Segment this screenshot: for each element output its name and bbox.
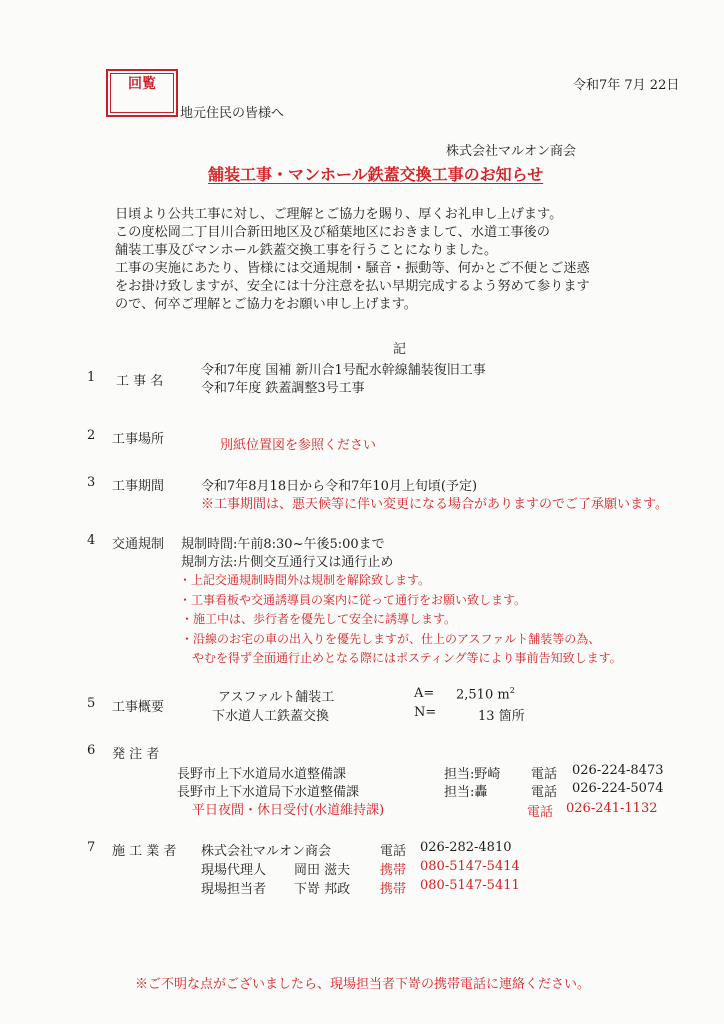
mobile-label: 携帯 xyxy=(380,882,407,897)
ki-heading: 記 xyxy=(393,342,407,357)
item-1-number: 1 xyxy=(87,370,96,385)
item-2-label: 工事場所 xyxy=(112,432,165,447)
contractor-tel: 026-282-4810 xyxy=(420,840,512,855)
client-org: 長野市上下水道局水道整備課 xyxy=(177,767,347,782)
qty-unit-sup: 2 xyxy=(509,686,515,695)
contractor-person: 下嵜 邦政 xyxy=(294,882,351,897)
item-1-label: 工 事 名 xyxy=(116,374,164,389)
notice-title: 舗装工事・マンホール鉄蓋交換工事のお知らせ xyxy=(208,165,544,184)
mobile-label: 携帯 xyxy=(380,863,407,878)
client-person: 担当:轟 xyxy=(444,785,488,800)
qty-unit: 箇所 xyxy=(498,709,525,724)
traffic-note: ・工事看板や交通誘導員の案内に従って通行をお願い致します。 xyxy=(179,593,527,607)
client-tel: 026-224-5074 xyxy=(572,781,664,796)
traffic-time: 規制時間:午前8:30~午後5:00まで xyxy=(181,537,385,552)
contractor-role: 現場担当者 xyxy=(201,882,267,897)
item-4-number: 4 xyxy=(87,533,96,548)
period-value: 令和7年8月18日から令和7年10月上旬頃(予定) xyxy=(201,479,478,494)
client-person: 担当:野崎 xyxy=(444,767,501,782)
addressee: 地元住民の皆様へ xyxy=(180,106,285,121)
item-4-label: 交通規制 xyxy=(112,537,165,552)
item-2-number: 2 xyxy=(87,428,96,443)
night-org: 平日夜間・休日受付(水道維持課) xyxy=(192,803,385,818)
overview-name: アスファルト舗装工 xyxy=(218,690,335,705)
overview-symbol: N= xyxy=(414,705,437,720)
qty-value: 13 xyxy=(478,709,495,724)
intro-paragraph xyxy=(115,206,590,314)
item-7-number: 7 xyxy=(87,840,96,855)
traffic-note: やむを得ず全面通行止めとなる際にはポスティング等により事前告知致します。 xyxy=(192,651,622,665)
overview-qty xyxy=(456,686,515,702)
traffic-note: ・施工中は、歩行者を優先して安全に誘導します。 xyxy=(181,612,457,626)
item-6-number: 6 xyxy=(87,743,96,758)
project-name-1: 令和7年度 国補 新川合1号配水幹線舗装復旧工事 xyxy=(201,363,486,378)
period-note: ※工事期間は、悪天候等に伴い変更になる場合がありますのでご了承願います。 xyxy=(201,497,668,512)
project-name-2: 令和7年度 鉄蓋調整3号工事 xyxy=(201,381,365,396)
item-5-label: 工事概要 xyxy=(112,700,165,715)
kairan-stamp xyxy=(106,69,178,117)
item-3-label: 工事期間 xyxy=(112,479,165,494)
place-value: 別紙位置図を参照ください xyxy=(220,438,377,453)
client-tel: 026-224-8473 xyxy=(572,763,664,778)
mobile-tel: 080-5147-5411 xyxy=(420,878,520,893)
item-6-label: 発 注 者 xyxy=(112,747,160,762)
item-7-label: 施 工 業 者 xyxy=(112,844,177,859)
mobile-tel: 080-5147-5414 xyxy=(420,859,520,874)
night-tel: 026-241-1132 xyxy=(566,801,658,816)
qty-unit: m xyxy=(497,687,510,703)
overview-symbol: A= xyxy=(414,686,435,701)
intro-line: 工事の実施にあたり、皆様には交通規制・騒音・振動等、何かとご不便とご迷惑 xyxy=(115,261,590,276)
intro-line: この度松岡二丁目川合新田地区及び稲葉地区におきまして、水道工事後の xyxy=(115,225,550,240)
night-tel-label: 電話 xyxy=(527,805,554,820)
intro-line: 舗装工事及びマンホール鉄蓋交換工事を行うことになりました。 xyxy=(115,243,498,258)
contractor-person: 岡田 滋夫 xyxy=(294,863,351,878)
footer-note: ※ご不明な点がございましたら、現場担当者下嵜の携帯電話に連絡ください。 xyxy=(135,977,591,992)
intro-line: をお掛け致しますが、安全には十分注意を払い早期完成するよう努めて参ります xyxy=(115,279,590,294)
traffic-method: 規制方法:片側交互通行又は通行止め xyxy=(181,555,394,570)
item-5-number: 5 xyxy=(87,696,96,711)
client-tel-label: 電話 xyxy=(531,785,558,800)
traffic-note: ・沿線のお宅の車の出入りを優先しますが、仕上のアスファルト舗装等の為、 xyxy=(181,632,601,646)
intro-line: 日頃より公共工事に対し、ご理解とご協力を賜り、厚くお礼申し上げます。 xyxy=(115,207,563,222)
overview-qty xyxy=(478,705,525,724)
issue-date: 令和7年 7月 22日 xyxy=(573,78,680,93)
contractor-company: 株式会社マルオン商会 xyxy=(201,844,332,859)
client-org: 長野市上下水道局下水道整備課 xyxy=(177,785,360,800)
company-name: 株式会社マルオン商会 xyxy=(446,144,577,159)
stamp-text: 回覧 xyxy=(110,73,174,113)
intro-line: ので、何卒ご理解とご協力をお願い申し上げます。 xyxy=(115,297,417,312)
item-3-number: 3 xyxy=(87,475,96,490)
overview-name: 下水道人工鉄蓋交換 xyxy=(212,709,330,724)
traffic-note: ・上記交通規制時間外は規制を解除致します。 xyxy=(179,573,431,587)
qty-value: 2,510 xyxy=(456,687,494,703)
contractor-role: 現場代理人 xyxy=(201,863,267,878)
client-tel-label: 電話 xyxy=(531,767,558,782)
contractor-tel-label: 電話 xyxy=(380,844,407,859)
